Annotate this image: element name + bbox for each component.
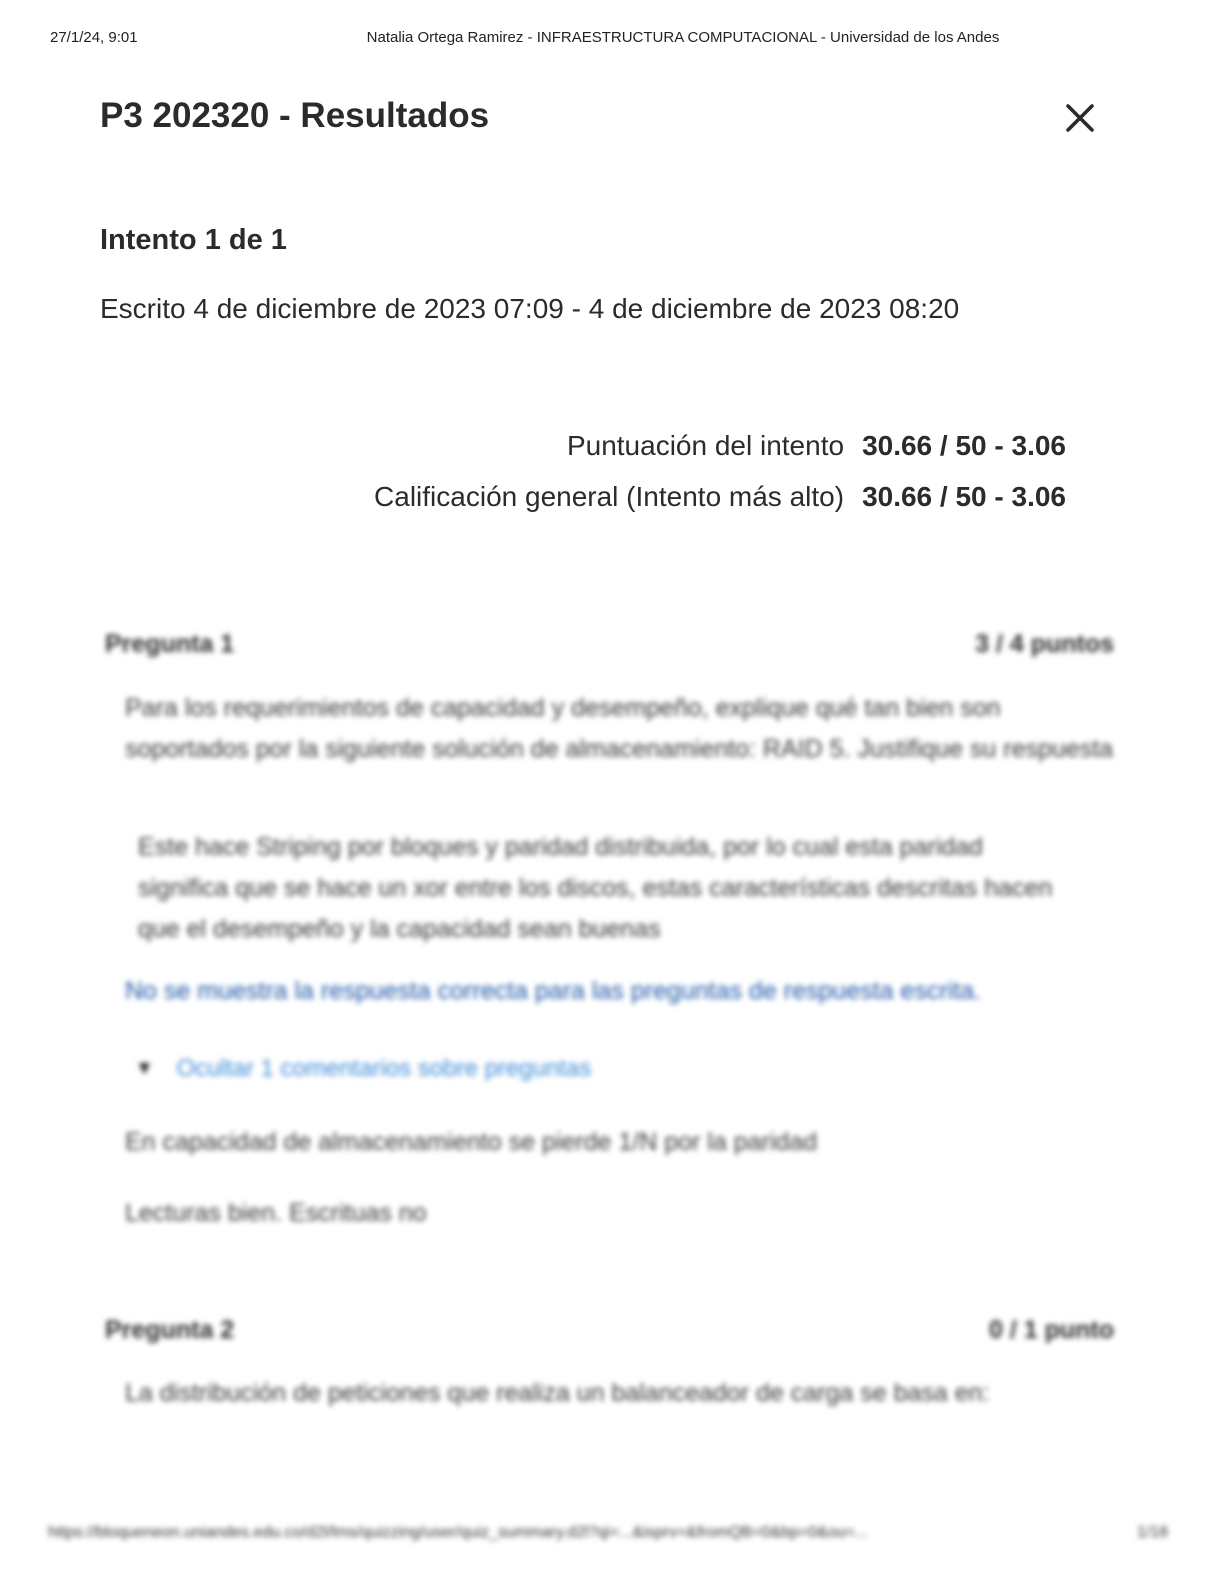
print-footer [48, 1524, 1168, 1542]
feedback-toggle-link[interactable]: Ocultar 1 comentarios sobre preguntas [176, 1055, 592, 1082]
question-points: 0 / 1 punto [989, 1316, 1114, 1344]
question-points: 3 / 4 puntos [975, 630, 1114, 658]
written-dates: Escrito 4 de diciembre de 2023 07:09 - 4 de diciembre de 2023 08:20 [100, 293, 960, 324]
score-label: Calificación general (Intento más alto) [374, 481, 845, 512]
print-url: https://bloqueneon.uniandes.edu.co/d2l/lms/quizzing/user/quiz_summary.d2l?qi=...&isprv=&fromQB=0&bp=0&ou=... [48, 1524, 869, 1541]
print-title: Natalia Ortega Ramirez - INFRAESTRUCTURA COMPUTACIONAL - Universidad de los Andes [366, 29, 1000, 46]
feedback-comment: En capacidad de almacenamiento se pierde 1/N por la paridad [125, 1128, 818, 1156]
print-header [0, 29, 1224, 49]
attempt-title: Intento 1 de 1 [100, 224, 287, 256]
question-title: Pregunta 2 [105, 1316, 235, 1344]
scores-summary [300, 430, 1066, 532]
score-value: 30.66 / 50 - 3.06 [862, 430, 1066, 461]
score-value: 30.66 / 50 - 3.06 [862, 481, 1066, 512]
print-date: 27/1/24, 9:01 [50, 29, 138, 46]
score-row-attempt [300, 430, 1066, 481]
question-header [105, 1316, 1114, 1345]
close-x-icon [1060, 97, 1100, 139]
no-answer-note: No se muestra la respuesta correcta para las preguntas de respuesta escrita. [125, 977, 981, 1005]
feedback-comment: Lecturas bien. Escrituas no [125, 1199, 427, 1227]
caret-down-icon: ▼ [135, 1058, 154, 1079]
score-row-overall [300, 481, 1066, 532]
question-title: Pregunta 1 [105, 630, 235, 658]
close-button[interactable] [1060, 97, 1100, 139]
question-text: La distribución de peticiones que realiza un balanceador de carga se basa en: [125, 1379, 990, 1407]
question-header [105, 630, 1114, 659]
page-number: 1/18 [1136, 1524, 1168, 1541]
page-title: P3 202320 - Resultados [100, 96, 490, 135]
feedback-toggle[interactable] [135, 1055, 591, 1083]
question-text: Para los requerimientos de capacidad y desempeño, explique qué tan bien son soportados por la siguiente solución de almacenamiento: RAID 5. Justifique su respuesta [125, 694, 1114, 763]
student-answer: Este hace Striping por bloques y paridad distribuida, por lo cual esta paridad significa que se hace un xor entre los discos, estas características descritas hacen que el desempeño y la capacidad sean buenas [138, 833, 1053, 943]
score-label: Puntuación del intento [566, 430, 845, 461]
